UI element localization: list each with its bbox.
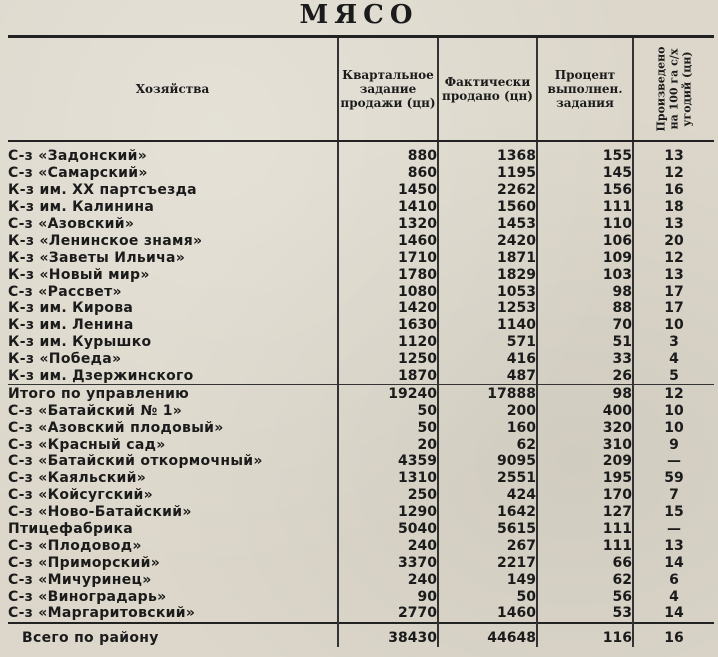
farm-name-cell: С-з «Маргаритовский»	[8, 605, 196, 622]
table-row	[8, 232, 714, 249]
plan-cell: 4359	[338, 453, 438, 470]
percent-cell: 53	[537, 605, 633, 623]
percent-cell: 111	[537, 521, 633, 538]
plan-cell: 1870	[338, 368, 438, 385]
production-cell: 10	[633, 317, 714, 334]
production-cell: 59	[633, 470, 714, 487]
production-cell: 20	[633, 232, 714, 249]
fact-cell: 1829	[438, 266, 537, 283]
table-row	[8, 588, 714, 605]
percent-cell: 98	[537, 385, 633, 402]
farm-name-cell: К-з им. Дзержинского	[8, 368, 194, 385]
table-row	[8, 537, 714, 554]
fact-cell: 1053	[438, 283, 537, 300]
fact-cell: 1195	[438, 165, 537, 182]
percent-cell: 103	[537, 266, 633, 283]
plan-cell: 3370	[338, 554, 438, 571]
table-row	[8, 402, 714, 419]
farm-name-cell: Птицефабрика	[8, 521, 134, 538]
fact-cell: 50	[438, 588, 537, 605]
table-row	[8, 571, 714, 588]
production-cell: 12	[633, 385, 714, 402]
percent-cell: 98	[537, 283, 633, 300]
table-row	[8, 368, 714, 385]
table-row	[8, 300, 714, 317]
production-cell: 5	[633, 368, 714, 385]
percent-cell: 62	[537, 571, 633, 588]
production-cell: 13	[633, 266, 714, 283]
farm-name-cell: К-з «Новый мир»	[8, 266, 150, 283]
farm-name-cell: К-з им. XX партсъезда	[8, 182, 197, 199]
plan-cell: 250	[338, 487, 438, 504]
percent-cell: 26	[537, 368, 633, 385]
fact-cell: 9095	[438, 453, 537, 470]
percent-cell: 51	[537, 334, 633, 351]
fact-cell: 2217	[438, 554, 537, 571]
farm-name-cell: Итого по управлению	[8, 385, 338, 402]
percent-cell: 111	[537, 537, 633, 554]
table-row	[8, 283, 714, 300]
plan-cell: 1290	[338, 504, 438, 521]
table-row	[8, 317, 714, 334]
header-row	[8, 37, 714, 142]
plan-cell: 1780	[338, 266, 438, 283]
percent-cell: 156	[537, 182, 633, 199]
plan-cell: 880	[338, 141, 438, 165]
fact-cell: 2262	[438, 182, 537, 199]
percent-cell: 116	[537, 623, 633, 647]
production-cell: 13	[633, 141, 714, 165]
header-plan: Квартальное задание продажи (цн)	[338, 37, 438, 142]
farm-name-cell: С-з «Койсугский»	[8, 487, 154, 504]
farm-name-cell: С-з «Задонский»	[8, 148, 148, 165]
plan-cell: 50	[338, 419, 438, 436]
table-row	[8, 351, 714, 368]
table-row	[8, 554, 714, 571]
farm-name-cell: С-з «Батайский № 1»	[8, 402, 183, 419]
percent-cell: 70	[537, 317, 633, 334]
production-cell: 10	[633, 402, 714, 419]
table-row	[8, 266, 714, 283]
table-row	[8, 385, 714, 402]
table-row	[8, 334, 714, 351]
percent-cell: 145	[537, 165, 633, 182]
fact-cell: 44648	[438, 623, 537, 647]
plan-cell: 240	[338, 571, 438, 588]
fact-cell: 2420	[438, 232, 537, 249]
table-body	[8, 141, 714, 647]
production-cell: 4	[633, 351, 714, 368]
farm-name-cell: С-з «Приморский»	[8, 554, 161, 571]
table-row	[8, 470, 714, 487]
farm-name-cell: Всего по району	[8, 623, 338, 647]
production-cell: 18	[633, 199, 714, 216]
plan-cell: 50	[338, 402, 438, 419]
farm-name-cell: К-з «Победа»	[8, 351, 122, 368]
percent-cell: 400	[537, 402, 633, 419]
fact-cell: 416	[438, 351, 537, 368]
header-fact: Фактически продано (цн)	[438, 37, 537, 142]
percent-cell: 109	[537, 249, 633, 266]
fact-cell: 1642	[438, 504, 537, 521]
table-row	[8, 419, 714, 436]
fact-cell: 62	[438, 436, 537, 453]
farm-name-cell: К-з «Заветы Ильича»	[8, 249, 186, 266]
farm-name-cell: С-з «Красный сад»	[8, 436, 166, 453]
table-row	[8, 487, 714, 504]
plan-cell: 1450	[338, 182, 438, 199]
header-percent: Процент выполнен. задания	[537, 37, 633, 142]
production-cell: 13	[633, 216, 714, 233]
production-cell: 16	[633, 623, 714, 647]
percent-cell: 88	[537, 300, 633, 317]
production-cell: 12	[633, 249, 714, 266]
fact-cell: 1253	[438, 300, 537, 317]
table-row	[8, 249, 714, 266]
production-cell: 16	[633, 182, 714, 199]
fact-cell: 424	[438, 487, 537, 504]
plan-cell: 1080	[338, 283, 438, 300]
production-cell: 12	[633, 165, 714, 182]
plan-cell: 19240	[338, 385, 438, 402]
table-row	[8, 216, 714, 233]
plan-cell: 1710	[338, 249, 438, 266]
farm-name-cell: С-з «Азовский плодовый»	[8, 419, 224, 436]
fact-cell: 200	[438, 402, 537, 419]
farm-name-cell: С-з «Ново-Батайский»	[8, 504, 192, 521]
fact-cell: 1460	[438, 605, 537, 623]
percent-cell: 66	[537, 554, 633, 571]
production-cell: 17	[633, 300, 714, 317]
fact-cell: 5615	[438, 521, 537, 538]
farm-name-cell: К-з им. Курышко	[8, 334, 152, 351]
percent-cell: 33	[537, 351, 633, 368]
production-cell: 6	[633, 571, 714, 588]
fact-cell: 17888	[438, 385, 537, 402]
production-cell: 4	[633, 588, 714, 605]
farm-name-cell: С-з «Рассвет»	[8, 283, 122, 300]
fact-cell: 160	[438, 419, 537, 436]
plan-cell: 1120	[338, 334, 438, 351]
header-production	[633, 37, 714, 142]
plan-cell: 1320	[338, 216, 438, 233]
table-row	[8, 605, 714, 623]
percent-cell: 170	[537, 487, 633, 504]
farm-name-cell: С-з «Плодовод»	[8, 537, 142, 554]
plan-cell: 1460	[338, 232, 438, 249]
production-cell: 14	[633, 554, 714, 571]
fact-cell: 487	[438, 368, 537, 385]
production-cell: 17	[633, 283, 714, 300]
percent-cell: 209	[537, 453, 633, 470]
table-row	[8, 453, 714, 470]
percent-cell: 106	[537, 232, 633, 249]
farm-name-cell: С-з «Каяльский»	[8, 470, 147, 487]
table-row	[8, 141, 714, 165]
fact-cell: 1140	[438, 317, 537, 334]
farm-name-cell: С-з «Виноградарь»	[8, 588, 167, 605]
farm-name-cell: С-з «Самарский»	[8, 165, 148, 182]
plan-cell: 2770	[338, 605, 438, 623]
table-title: МЯСО	[299, 0, 419, 30]
fact-cell: 1871	[438, 249, 537, 266]
plan-cell: 1630	[338, 317, 438, 334]
meat-sales-table	[8, 35, 714, 647]
fact-cell: 1368	[438, 141, 537, 165]
production-cell: 13	[633, 537, 714, 554]
percent-cell: 310	[537, 436, 633, 453]
header-farms: Хозяйства	[8, 37, 338, 142]
plan-cell: 1310	[338, 470, 438, 487]
plan-cell: 240	[338, 537, 438, 554]
fact-cell: 2551	[438, 470, 537, 487]
farm-name-cell: К-з им. Кирова	[8, 300, 134, 317]
table-row	[8, 521, 714, 538]
fact-cell: 149	[438, 571, 537, 588]
plan-cell: 1420	[338, 300, 438, 317]
plan-cell: 1250	[338, 351, 438, 368]
farm-name-cell: С-з «Батайский откормочный»	[8, 453, 263, 470]
plan-cell: 20	[338, 436, 438, 453]
table-row	[8, 199, 714, 216]
farm-name-cell: К-з им. Ленина	[8, 317, 134, 334]
plan-cell: 1410	[338, 199, 438, 216]
production-cell: 14	[633, 605, 714, 623]
farm-name-cell: С-з «Мичуринец»	[8, 571, 152, 588]
production-cell: 15	[633, 504, 714, 521]
total-row	[8, 623, 714, 647]
fact-cell: 1453	[438, 216, 537, 233]
farm-name-cell: С-з «Азовский»	[8, 216, 135, 232]
percent-cell: 195	[537, 470, 633, 487]
percent-cell: 155	[537, 141, 633, 165]
header-production-label: Произведено на 100 га с/х угодий (цн)	[654, 46, 694, 132]
production-cell: 3	[633, 334, 714, 351]
fact-cell: 1560	[438, 199, 537, 216]
production-cell: 9	[633, 436, 714, 453]
plan-cell: 5040	[338, 521, 438, 538]
plan-cell: 860	[338, 165, 438, 182]
percent-cell: 110	[537, 216, 633, 233]
plan-cell: 38430	[338, 623, 438, 647]
table-row	[8, 436, 714, 453]
table-row	[8, 504, 714, 521]
percent-cell: 320	[537, 419, 633, 436]
table-row	[8, 182, 714, 199]
production-cell: 7	[633, 487, 714, 504]
plan-cell: 90	[338, 588, 438, 605]
production-cell: —	[633, 453, 714, 470]
percent-cell: 111	[537, 199, 633, 216]
percent-cell: 127	[537, 504, 633, 521]
farm-name-cell: К-з «Ленинское знамя»	[8, 232, 203, 249]
farm-name-cell: К-з им. Калинина	[8, 199, 155, 216]
fact-cell: 267	[438, 537, 537, 554]
table-row	[8, 165, 714, 182]
production-cell: —	[633, 521, 714, 538]
percent-cell: 56	[537, 588, 633, 605]
production-cell: 10	[633, 419, 714, 436]
fact-cell: 571	[438, 334, 537, 351]
